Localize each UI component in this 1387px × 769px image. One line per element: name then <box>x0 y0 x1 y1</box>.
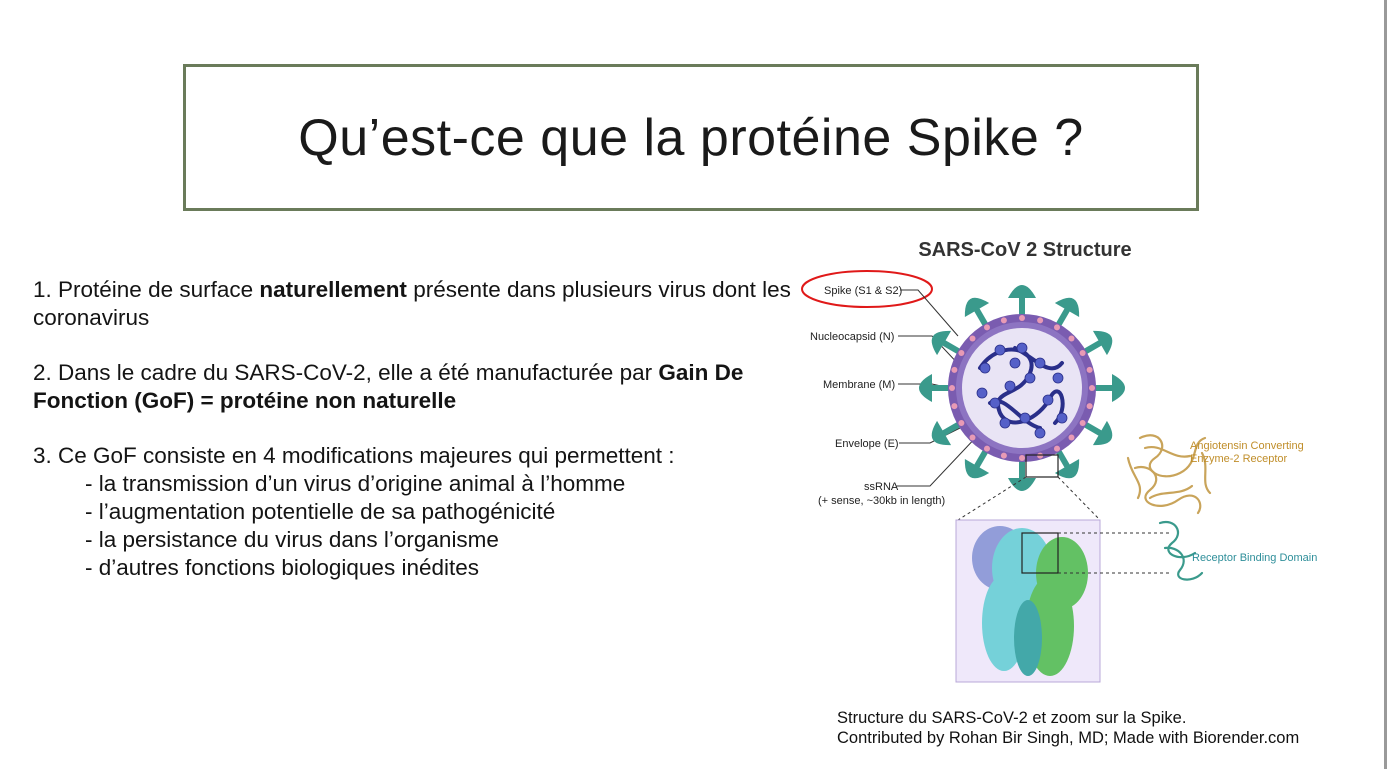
envelope-dot <box>949 385 955 391</box>
label-ace2-line2: Enzyme-2 Receptor <box>1190 453 1288 465</box>
item-1: 1. Protéine de surface naturellement présente dans plusieurs virus dont les coronavirus <box>33 277 791 330</box>
bullet-1: - la transmission d’un virus d’origine animal à l’homme <box>85 471 626 496</box>
nucleocapsid-dot <box>1035 358 1045 368</box>
nucleocapsid-dot <box>995 345 1005 355</box>
caption-line-1: Structure du SARS-CoV-2 et zoom sur la Spike. <box>837 709 1187 727</box>
envelope-dot <box>970 434 976 440</box>
nucleocapsid-dot <box>1017 343 1027 353</box>
nucleocapsid-dot <box>980 363 990 373</box>
nucleocapsid-dot <box>1057 413 1067 423</box>
envelope-dot <box>984 324 990 330</box>
spike-protein <box>1008 285 1036 316</box>
label-ssrna-detail: (+ sense, ~30kb in length) <box>818 495 946 507</box>
nucleocapsid-dot <box>1000 418 1010 428</box>
envelope-dot <box>1019 315 1025 321</box>
slide-title: Qu’est-ce que la protéine Spike ? <box>298 108 1084 167</box>
virus-structure-figure <box>800 228 1340 698</box>
envelope-dot <box>958 420 964 426</box>
item-1-bold: naturellement <box>259 277 407 302</box>
envelope-dot <box>958 350 964 356</box>
nucleocapsid-dot <box>1053 373 1063 383</box>
item-3-intro: 3. Ce GoF consiste en 4 modifications majeures qui permettent : <box>33 443 675 468</box>
envelope-dot <box>1001 317 1007 323</box>
envelope-dot <box>1019 455 1025 461</box>
nucleocapsid-dot <box>1010 358 1020 368</box>
nucleocapsid-dot <box>1035 428 1045 438</box>
nucleocapsid-dot <box>1020 413 1030 423</box>
envelope-dot <box>1080 350 1086 356</box>
envelope-dot <box>1037 317 1043 323</box>
nucleocapsid-dot <box>1005 381 1015 391</box>
slide-body <box>33 276 793 582</box>
envelope-dot <box>1068 434 1074 440</box>
envelope-dot <box>1037 453 1043 459</box>
nucleocapsid-dot <box>1025 373 1035 383</box>
envelope-dot <box>1068 336 1074 342</box>
label-spike: Spike (S1 & S2) <box>824 285 903 297</box>
nucleocapsid-dot <box>977 388 987 398</box>
item-2: 2. Dans le cadre du SARS-CoV-2, elle a été manufacturée par Gain De Fonction (GoF) = protéine non naturelle <box>33 360 744 413</box>
envelope-dot <box>951 403 957 409</box>
figure-title: SARS-CoV 2 Structure <box>918 239 1132 261</box>
caption-line-2: Contributed by Rohan Bir Singh, MD; Made with Biorender.com <box>837 729 1300 747</box>
figure-caption <box>837 708 1299 748</box>
item-2-bold: Gain De Fonction (GoF) = protéine non naturelle <box>33 360 744 413</box>
envelope-dot <box>1089 385 1095 391</box>
label-ace2-line1: Angiotensin Converting <box>1190 440 1304 452</box>
envelope-dot <box>951 367 957 373</box>
envelope-dot <box>1087 367 1093 373</box>
envelope-dot <box>970 336 976 342</box>
envelope-dot <box>1080 420 1086 426</box>
title-box <box>183 64 1199 211</box>
bullet-3: - la persistance du virus dans l’organisme <box>85 527 499 552</box>
envelope-dot <box>1001 453 1007 459</box>
label-rbd: Receptor Binding Domain <box>1192 552 1318 564</box>
spike-protein <box>1094 374 1125 402</box>
envelope-dot <box>1054 446 1060 452</box>
spike-protein <box>1008 460 1036 491</box>
label-nucleocapsid: Nucleocapsid (N) <box>810 331 895 343</box>
spike-protein <box>919 374 950 402</box>
rbd-ribbon <box>1160 522 1202 580</box>
nucleocapsid-dot <box>1043 395 1053 405</box>
label-envelope: Envelope (E) <box>835 438 899 450</box>
bullet-2: - l’augmentation potentielle de sa pathogénicité <box>85 499 556 524</box>
envelope-dot <box>1087 403 1093 409</box>
envelope-dot <box>984 446 990 452</box>
envelope-dot <box>1054 324 1060 330</box>
label-ssrna: ssRNA <box>864 481 899 493</box>
label-membrane: Membrane (M) <box>823 379 896 391</box>
nucleocapsid-dot <box>990 398 1000 408</box>
bullet-4: - d’autres fonctions biologiques inédites <box>85 555 479 580</box>
